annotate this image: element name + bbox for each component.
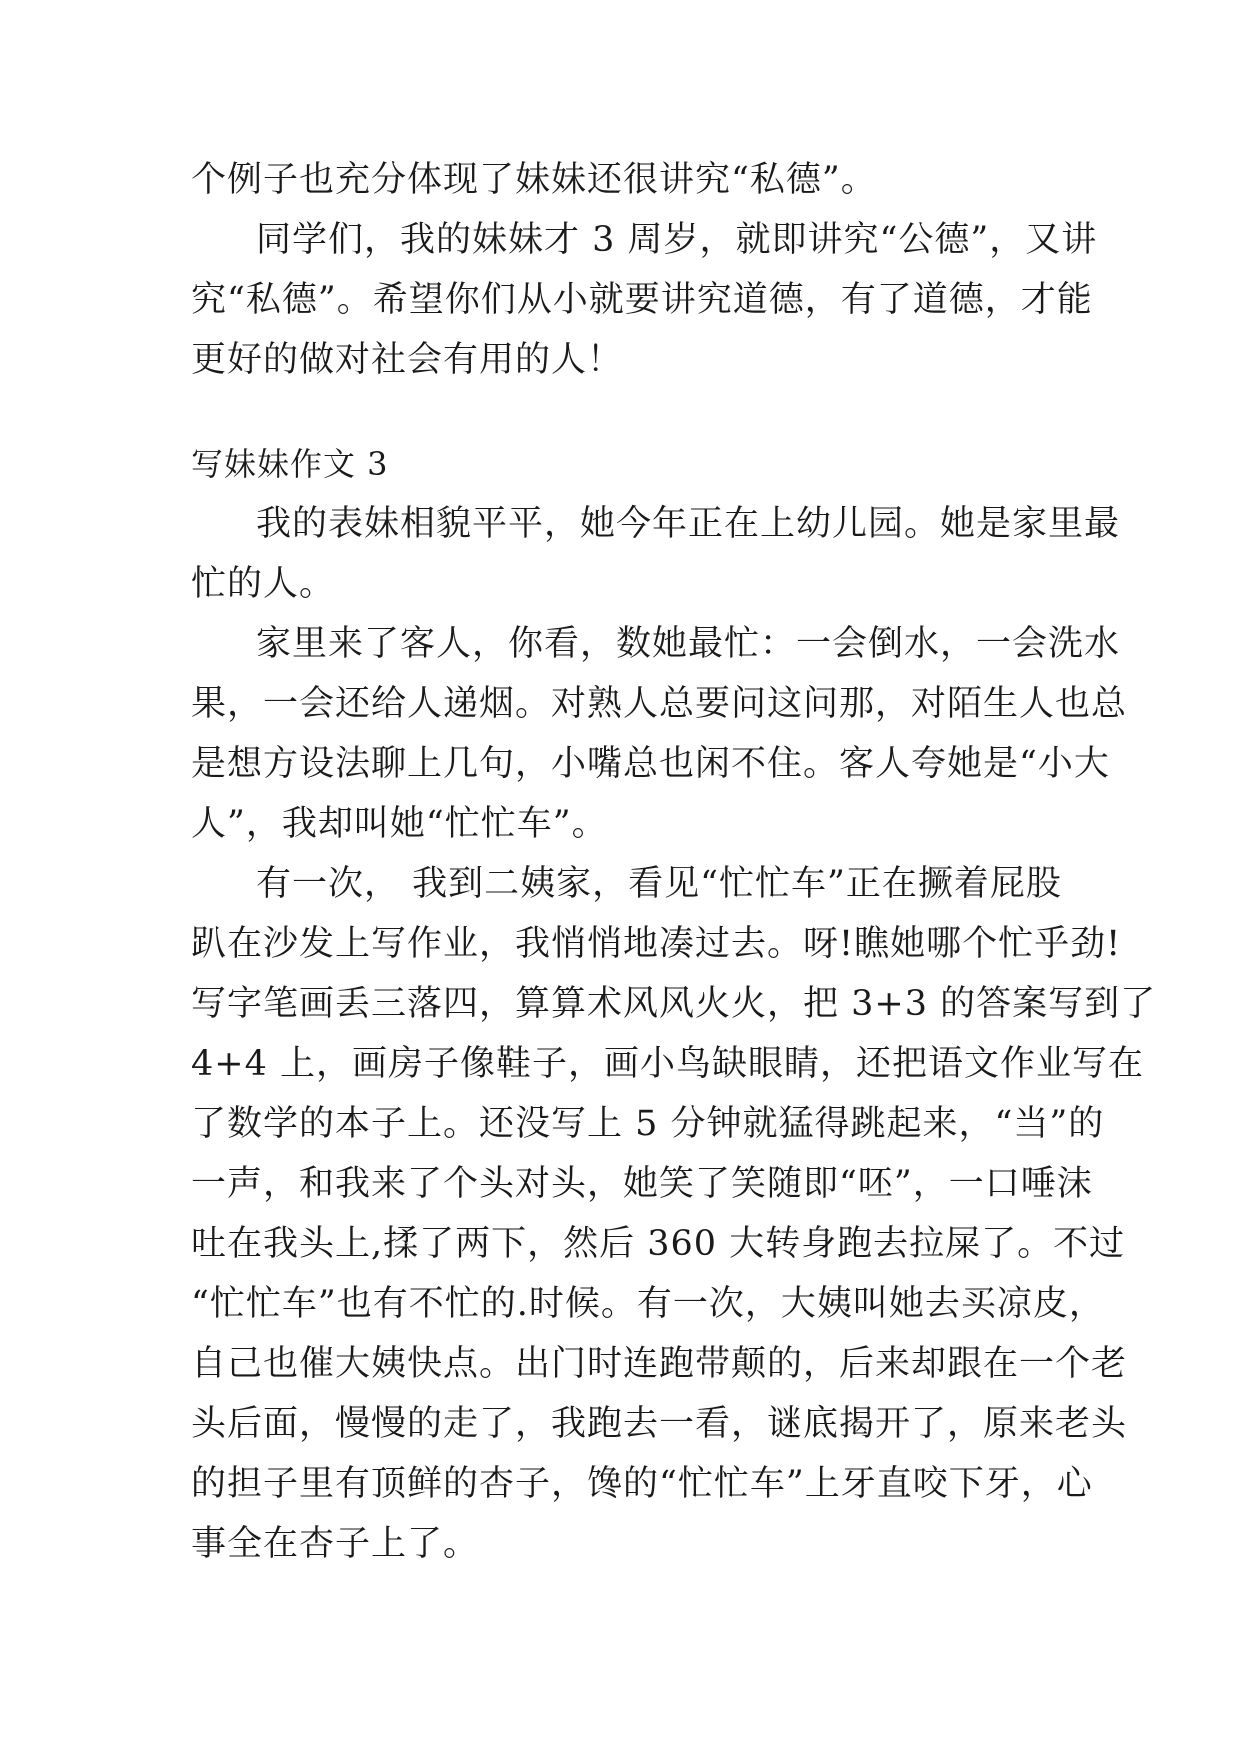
text-line: 人”，我却叫她“忙忙车”。 (191, 804, 608, 844)
text-line: 家里来了客人，你看，数她最忙：一会倒水，一会洗水 (256, 624, 1121, 664)
paragraph-1 (191, 150, 1071, 210)
text-line: 忙的人。 (191, 564, 336, 604)
text-line: 一声，和我来了个头对头，她笑了笑随即“呸”，一口唾沫 (191, 1164, 1093, 1204)
section-paragraph-1 (191, 494, 1121, 614)
text-line: 头后面，慢慢的走了，我跑去一看，谜底揭开了，原来老头 (191, 1404, 1128, 1444)
text-line: 更好的做对社会有用的人！ (191, 340, 624, 380)
text-line: 的担子里有顶鲜的杏子，馋的“忙忙车”上牙直咬下牙，心 (191, 1464, 1093, 1504)
document-page (191, 150, 1157, 1574)
text-line: 吐在我头上,揉了两下，然后 360 大转身跑去拉屎了。不过 (191, 1224, 1126, 1264)
paragraph-2 (191, 210, 1098, 390)
text-line: 了数学的本子上。还没写上 5 分钟就猛得跳起来，“当”的 (191, 1104, 1105, 1144)
section-paragraph-2 (191, 614, 1128, 854)
section-spacer (191, 390, 1071, 434)
text-line: 事全在杏子上了。 (191, 1524, 480, 1564)
text-line: 是想方设法聊上几句，小嘴总也闲不住。客人夸她是“小大 (191, 744, 1110, 784)
text-line: 写字笔画丢三落四，算算术风风火火，把 3+3 的答案写到了 (191, 984, 1157, 1024)
text-line: 究“私德”。希望你们从小就要讲究道德，有了道德，才能 (191, 280, 1093, 320)
text-line: 个例子也充分体现了妹妹还很讲究“私德”。 (191, 160, 877, 200)
text-line: 同学们，我的妹妹才 3 周岁，就即讲究“公德”，又讲 (256, 220, 1098, 260)
text-line: 果，一会还给人递烟。对熟人总要问这问那，对陌生人也总 (191, 684, 1128, 724)
text-line: 自己也催大姨快点。出门时连跑带颠的，后来却跟在一个老 (191, 1344, 1128, 1384)
text-line: 趴在沙发上写作业，我悄悄地凑过去。呀!瞧她哪个忙乎劲! (191, 924, 1122, 964)
text-line: 4+4 上，画房子像鞋子，画小鸟缺眼睛，还把语文作业写在 (191, 1044, 1144, 1084)
text-line: 有一次， 我到二姨家，看见“忙忙车”正在撅着屁股 (256, 864, 1062, 904)
section-paragraph-3 (191, 854, 1157, 1574)
section-title: 写妹妹作文 3 (191, 445, 389, 483)
text-line: 我的表妹相貌平平，她今年正在上幼儿园。她是家里最 (256, 504, 1121, 544)
text-line: “忙忙车”也有不忙的.时候。有一次，大姨叫她去买凉皮， (191, 1284, 1105, 1324)
